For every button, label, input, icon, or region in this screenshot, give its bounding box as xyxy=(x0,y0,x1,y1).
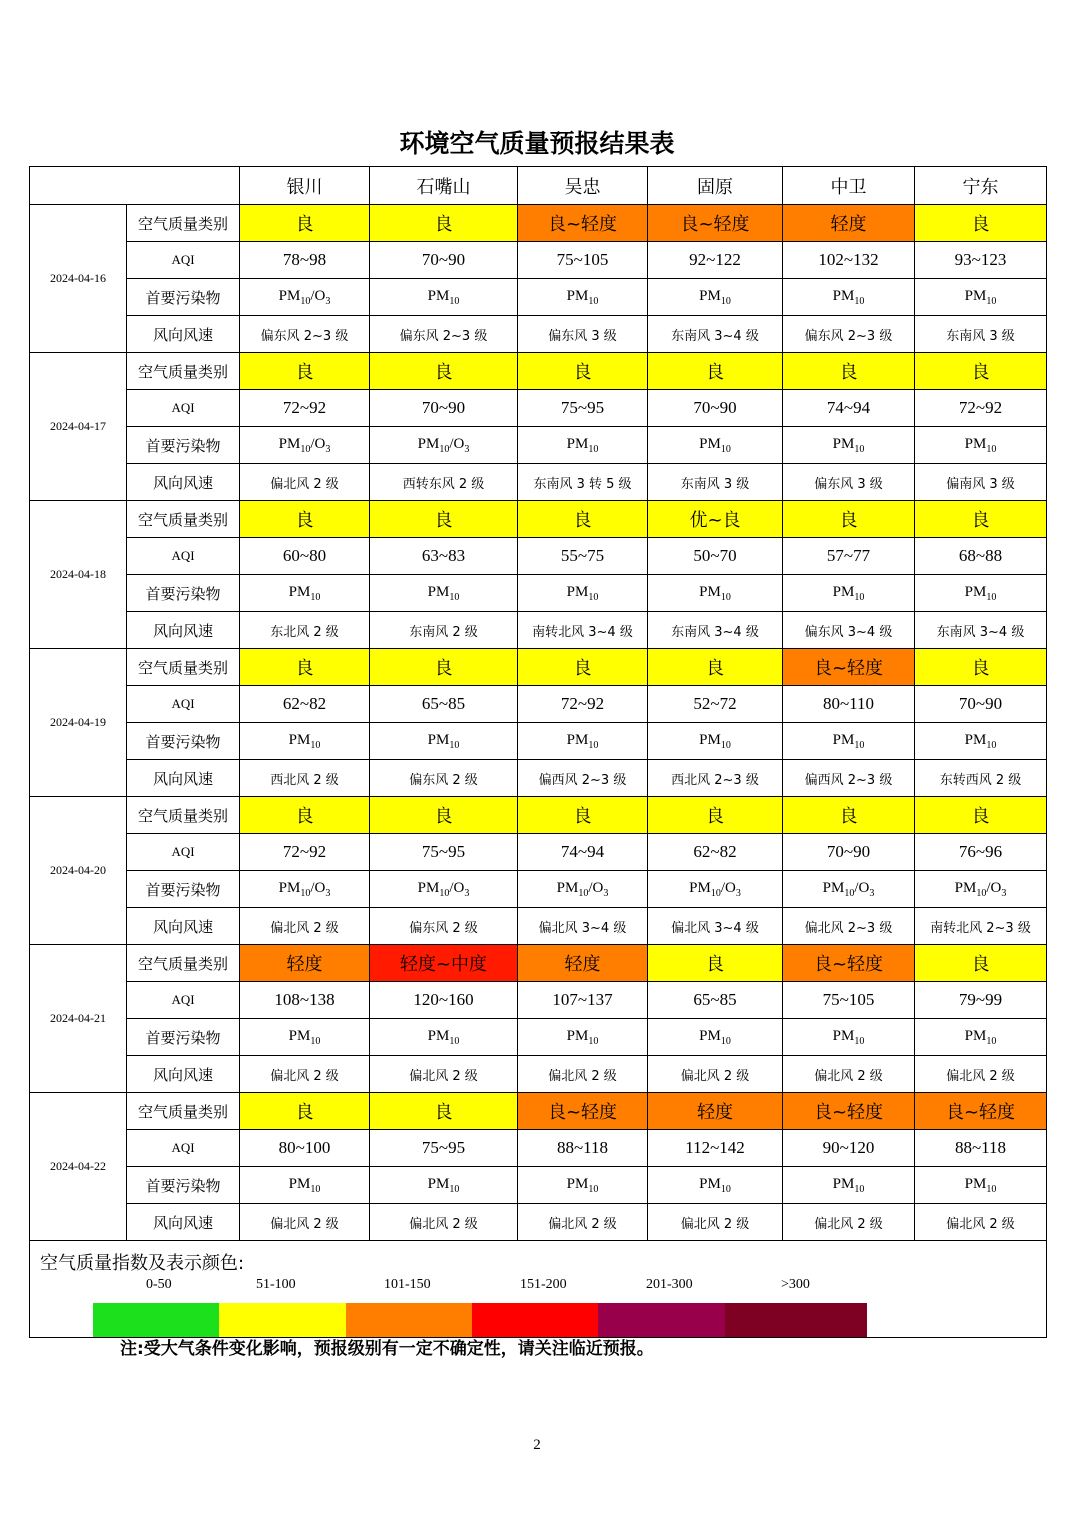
category-cell: 良 xyxy=(370,649,518,686)
aqi-cell: 72~92 xyxy=(518,686,648,723)
pollutant-cell: $PM_{10}$ xyxy=(915,575,1047,612)
row-label-category: 空气质量类别 xyxy=(127,353,240,390)
legend-swatch xyxy=(93,1303,219,1338)
pollutant-cell: $PM_{10}$ xyxy=(370,279,518,316)
row-label-wind: 风向风速 xyxy=(127,908,240,945)
legend-swatch xyxy=(346,1303,472,1338)
category-cell: 轻度 xyxy=(648,1093,783,1130)
row-label-wind: 风向风速 xyxy=(127,612,240,649)
category-cell: 良 xyxy=(240,1093,370,1130)
wind-cell: 东南风 3~4 级 xyxy=(915,612,1047,649)
row-label-pollutant: 首要污染物 xyxy=(127,1019,240,1056)
aqi-cell: 57~77 xyxy=(783,538,915,575)
pollutant-cell: $PM_{10}/O_3$ xyxy=(370,871,518,908)
category-cell: 良 xyxy=(648,797,783,834)
pollutant-cell: $PM_{10}$ xyxy=(370,723,518,760)
wind-cell: 西北风 2~3 级 xyxy=(648,760,783,797)
wind-cell: 西北风 2 级 xyxy=(240,760,370,797)
wind-cell: 南转北风 2~3 级 xyxy=(915,908,1047,945)
category-cell: 良~轻度 xyxy=(783,649,915,686)
aqi-cell: 55~75 xyxy=(518,538,648,575)
category-cell: 良 xyxy=(648,353,783,390)
row-label-category: 空气质量类别 xyxy=(127,945,240,982)
category-cell: 良 xyxy=(915,501,1047,538)
legend-title: 空气质量指数及表示颜色: xyxy=(40,1253,245,1274)
category-cell: 良 xyxy=(783,797,915,834)
pollutant-cell: $PM_{10}$ xyxy=(648,1019,783,1056)
category-cell: 良~轻度 xyxy=(783,945,915,982)
aqi-cell: 90~120 xyxy=(783,1130,915,1167)
pollutant-cell: $PM_{10}$ xyxy=(240,723,370,760)
pollutant-cell: $PM_{10}$ xyxy=(915,1167,1047,1204)
day-category-row xyxy=(30,353,1047,390)
pollutant-cell: $PM_{10}$ xyxy=(648,723,783,760)
category-cell: 良 xyxy=(915,205,1047,242)
day-wind-row xyxy=(30,612,1047,649)
category-cell: 良 xyxy=(915,649,1047,686)
aqi-cell: 68~88 xyxy=(915,538,1047,575)
aqi-cell: 92~122 xyxy=(648,242,783,279)
legend-swatch xyxy=(472,1303,598,1338)
page-number: 2 xyxy=(533,1437,541,1453)
aqi-cell: 60~80 xyxy=(240,538,370,575)
wind-cell: 偏北风 3~4 级 xyxy=(648,908,783,945)
aqi-cell: 93~123 xyxy=(915,242,1047,279)
wind-cell: 偏东风 2 级 xyxy=(370,760,518,797)
aqi-cell: 120~160 xyxy=(370,982,518,1019)
aqi-cell: 70~90 xyxy=(648,390,783,427)
pollutant-cell: $PM_{10}$ xyxy=(648,1167,783,1204)
header-corner xyxy=(30,167,240,205)
legend-range: >300 xyxy=(781,1277,810,1292)
row-label-wind: 风向风速 xyxy=(127,464,240,501)
wind-cell: 偏北风 2 级 xyxy=(648,1056,783,1093)
wind-cell: 偏北风 2 级 xyxy=(518,1056,648,1093)
legend-range: 0-50 xyxy=(146,1277,172,1292)
row-label-aqi: AQI xyxy=(127,538,240,575)
wind-cell: 偏北风 2 级 xyxy=(240,464,370,501)
wind-cell: 东南风 3~4 级 xyxy=(648,316,783,353)
day-category-row xyxy=(30,945,1047,982)
category-cell: 良 xyxy=(518,353,648,390)
date-cell: 2024-04-17 xyxy=(30,353,127,501)
category-cell: 良 xyxy=(915,353,1047,390)
category-cell: 良 xyxy=(915,945,1047,982)
day-wind-row xyxy=(30,760,1047,797)
pollutant-cell: $PM_{10}$ xyxy=(518,279,648,316)
aqi-cell: 112~142 xyxy=(648,1130,783,1167)
legend xyxy=(30,1241,1047,1338)
category-cell: 良 xyxy=(518,797,648,834)
row-label-pollutant: 首要污染物 xyxy=(127,279,240,316)
aqi-cell: 72~92 xyxy=(915,390,1047,427)
pollutant-cell: $PM_{10}$ xyxy=(915,723,1047,760)
day-aqi-row xyxy=(30,834,1047,871)
category-cell: 良~轻度 xyxy=(915,1093,1047,1130)
date-cell: 2024-04-21 xyxy=(30,945,127,1093)
category-cell: 良 xyxy=(518,501,648,538)
aqi-cell: 107~137 xyxy=(518,982,648,1019)
category-cell: 良 xyxy=(370,501,518,538)
wind-cell: 偏北风 2 级 xyxy=(370,1204,518,1241)
page-title: 环境空气质量预报结果表 xyxy=(399,129,675,158)
pollutant-cell: $PM_{10}$ xyxy=(648,279,783,316)
date-cell: 2024-04-16 xyxy=(30,205,127,353)
row-label-aqi: AQI xyxy=(127,686,240,723)
day-wind-row xyxy=(30,316,1047,353)
date-cell: 2024-04-18 xyxy=(30,501,127,649)
category-cell: 良 xyxy=(648,649,783,686)
category-cell: 良~轻度 xyxy=(518,205,648,242)
aqi-cell: 80~100 xyxy=(240,1130,370,1167)
aqi-cell: 75~95 xyxy=(370,834,518,871)
pollutant-cell: $PM_{10}$ xyxy=(915,1019,1047,1056)
pollutant-cell: $PM_{10}$ xyxy=(518,575,648,612)
wind-cell: 偏北风 2 级 xyxy=(240,1056,370,1093)
row-label-pollutant: 首要污染物 xyxy=(127,1167,240,1204)
date-cell: 2024-04-20 xyxy=(30,797,127,945)
pollutant-cell: $PM_{10}/O_3$ xyxy=(648,871,783,908)
pollutant-cell: $PM_{10}/O_3$ xyxy=(240,279,370,316)
category-cell: 优~良 xyxy=(648,501,783,538)
date-cell: 2024-04-19 xyxy=(30,649,127,797)
pollutant-cell: $PM_{10}$ xyxy=(370,1019,518,1056)
aqi-cell: 70~90 xyxy=(915,686,1047,723)
pollutant-cell: $PM_{10}$ xyxy=(370,1167,518,1204)
aqi-cell: 75~95 xyxy=(370,1130,518,1167)
day-category-row xyxy=(30,501,1047,538)
day-pollutant-row xyxy=(30,723,1047,760)
category-cell: 良 xyxy=(240,205,370,242)
pollutant-cell: $PM_{10}$ xyxy=(518,723,648,760)
aqi-cell: 50~70 xyxy=(648,538,783,575)
category-cell: 良 xyxy=(240,353,370,390)
wind-cell: 偏东风 3~4 级 xyxy=(783,612,915,649)
day-wind-row xyxy=(30,908,1047,945)
day-pollutant-row xyxy=(30,1167,1047,1204)
wind-cell: 西转东风 2 级 xyxy=(370,464,518,501)
pollutant-cell: $PM_{10}$ xyxy=(240,1167,370,1204)
row-label-pollutant: 首要污染物 xyxy=(127,575,240,612)
wind-cell: 东北风 2 级 xyxy=(240,612,370,649)
aqi-cell: 70~90 xyxy=(783,834,915,871)
row-label-wind: 风向风速 xyxy=(127,1204,240,1241)
row-label-aqi: AQI xyxy=(127,242,240,279)
day-pollutant-row xyxy=(30,871,1047,908)
aqi-cell: 65~85 xyxy=(370,686,518,723)
pollutant-cell: $PM_{10}$ xyxy=(648,575,783,612)
wind-cell: 偏北风 2 级 xyxy=(370,1056,518,1093)
wind-cell: 偏西风 2~3 级 xyxy=(783,760,915,797)
category-cell: 良 xyxy=(240,797,370,834)
row-label-wind: 风向风速 xyxy=(127,1056,240,1093)
aqi-cell: 75~105 xyxy=(783,982,915,1019)
pollutant-cell: $PM_{10}$ xyxy=(915,279,1047,316)
category-cell: 良 xyxy=(370,205,518,242)
aqi-cell: 52~72 xyxy=(648,686,783,723)
category-cell: 轻度 xyxy=(783,205,915,242)
wind-cell: 偏北风 2 级 xyxy=(648,1204,783,1241)
wind-cell: 偏北风 2~3 级 xyxy=(783,908,915,945)
wind-cell: 东南风 3 级 xyxy=(648,464,783,501)
aqi-cell: 74~94 xyxy=(783,390,915,427)
row-label-wind: 风向风速 xyxy=(127,316,240,353)
category-cell: 轻度~中度 xyxy=(370,945,518,982)
row-label-category: 空气质量类别 xyxy=(127,797,240,834)
wind-cell: 偏东风 3 级 xyxy=(518,316,648,353)
aqi-cell: 102~132 xyxy=(783,242,915,279)
category-cell: 良 xyxy=(240,501,370,538)
aqi-cell: 108~138 xyxy=(240,982,370,1019)
aqi-cell: 63~83 xyxy=(370,538,518,575)
wind-cell: 偏北风 2 级 xyxy=(783,1204,915,1241)
row-label-category: 空气质量类别 xyxy=(127,205,240,242)
wind-cell: 东南风 3 转 5 级 xyxy=(518,464,648,501)
day-category-row xyxy=(30,205,1047,242)
wind-cell: 偏东风 2~3 级 xyxy=(783,316,915,353)
city-header: 宁东 xyxy=(915,167,1047,205)
row-label-pollutant: 首要污染物 xyxy=(127,723,240,760)
city-header: 吴忠 xyxy=(518,167,648,205)
category-cell: 良 xyxy=(240,649,370,686)
pollutant-cell: $PM_{10}$ xyxy=(783,1167,915,1204)
pollutant-cell: $PM_{10}$ xyxy=(648,427,783,464)
category-cell: 轻度 xyxy=(518,945,648,982)
aqi-cell: 78~98 xyxy=(240,242,370,279)
day-pollutant-row xyxy=(30,279,1047,316)
wind-cell: 偏北风 2 级 xyxy=(915,1056,1047,1093)
legend-swatch xyxy=(725,1303,867,1338)
category-cell: 良 xyxy=(783,501,915,538)
row-label-aqi: AQI xyxy=(127,1130,240,1167)
pollutant-cell: $PM_{10}$ xyxy=(518,1167,648,1204)
category-cell: 良~轻度 xyxy=(518,1093,648,1130)
legend-range: 51-100 xyxy=(256,1277,296,1292)
forecast-table xyxy=(29,166,1047,1338)
aqi-cell: 75~105 xyxy=(518,242,648,279)
day-aqi-row xyxy=(30,390,1047,427)
day-category-row xyxy=(30,1093,1047,1130)
day-wind-row xyxy=(30,1204,1047,1241)
day-aqi-row xyxy=(30,538,1047,575)
city-header: 银川 xyxy=(240,167,370,205)
wind-cell: 偏西风 2~3 级 xyxy=(518,760,648,797)
city-header: 固原 xyxy=(648,167,783,205)
city-header: 石嘴山 xyxy=(370,167,518,205)
legend-range: 101-150 xyxy=(384,1277,431,1292)
wind-cell: 偏北风 2 级 xyxy=(915,1204,1047,1241)
pollutant-cell: $PM_{10}/O_3$ xyxy=(240,871,370,908)
city-header: 中卫 xyxy=(783,167,915,205)
day-pollutant-row xyxy=(30,427,1047,464)
wind-cell: 东南风 3 级 xyxy=(915,316,1047,353)
row-label-pollutant: 首要污染物 xyxy=(127,427,240,464)
wind-cell: 东南风 2 级 xyxy=(370,612,518,649)
wind-cell: 东南风 3~4 级 xyxy=(648,612,783,649)
pollutant-cell: $PM_{10}$ xyxy=(915,427,1047,464)
aqi-cell: 88~118 xyxy=(915,1130,1047,1167)
pollutant-cell: $PM_{10}$ xyxy=(783,279,915,316)
wind-cell: 偏北风 2 级 xyxy=(240,1204,370,1241)
day-wind-row xyxy=(30,1056,1047,1093)
pollutant-cell: $PM_{10}/O_3$ xyxy=(915,871,1047,908)
aqi-cell: 72~92 xyxy=(240,834,370,871)
aqi-cell: 80~110 xyxy=(783,686,915,723)
pollutant-cell: $PM_{10}$ xyxy=(783,1019,915,1056)
category-cell: 轻度 xyxy=(240,945,370,982)
legend-range: 151-200 xyxy=(520,1277,567,1292)
day-aqi-row xyxy=(30,1130,1047,1167)
aqi-cell: 88~118 xyxy=(518,1130,648,1167)
wind-cell: 偏东风 2~3 级 xyxy=(240,316,370,353)
row-label-category: 空气质量类别 xyxy=(127,501,240,538)
legend-swatch xyxy=(219,1303,346,1338)
date-cell: 2024-04-22 xyxy=(30,1093,127,1241)
day-category-row xyxy=(30,649,1047,686)
row-label-aqi: AQI xyxy=(127,390,240,427)
day-aqi-row xyxy=(30,982,1047,1019)
forecast-note: 注:受大气条件变化影响，预报级别有一定不确定性，请关注临近预报。 xyxy=(120,1339,654,1359)
pollutant-cell: $PM_{10}$ xyxy=(518,1019,648,1056)
pollutant-cell: $PM_{10}/O_3$ xyxy=(518,871,648,908)
pollutant-cell: $PM_{10}$ xyxy=(783,427,915,464)
row-label-aqi: AQI xyxy=(127,982,240,1019)
legend-range: 201-300 xyxy=(646,1277,693,1292)
day-pollutant-row xyxy=(30,1019,1047,1056)
wind-cell: 东转西风 2 级 xyxy=(915,760,1047,797)
category-cell: 良 xyxy=(783,353,915,390)
aqi-cell: 62~82 xyxy=(648,834,783,871)
pollutant-cell: $PM_{10}$ xyxy=(783,575,915,612)
aqi-cell: 62~82 xyxy=(240,686,370,723)
aqi-cell: 70~90 xyxy=(370,390,518,427)
day-pollutant-row xyxy=(30,575,1047,612)
category-cell: 良 xyxy=(518,649,648,686)
legend-swatch xyxy=(598,1303,725,1338)
pollutant-cell: $PM_{10}/O_3$ xyxy=(783,871,915,908)
category-cell: 良 xyxy=(648,945,783,982)
wind-cell: 偏东风 2~3 级 xyxy=(370,316,518,353)
wind-cell: 偏南风 3 级 xyxy=(915,464,1047,501)
aqi-cell: 72~92 xyxy=(240,390,370,427)
wind-cell: 偏东风 3 级 xyxy=(783,464,915,501)
row-label-aqi: AQI xyxy=(127,834,240,871)
pollutant-cell: $PM_{10}/O_3$ xyxy=(240,427,370,464)
row-label-category: 空气质量类别 xyxy=(127,1093,240,1130)
category-cell: 良 xyxy=(915,797,1047,834)
day-aqi-row xyxy=(30,242,1047,279)
aqi-cell: 76~96 xyxy=(915,834,1047,871)
wind-cell: 偏东风 2 级 xyxy=(370,908,518,945)
wind-cell: 南转北风 3~4 级 xyxy=(518,612,648,649)
pollutant-cell: $PM_{10}$ xyxy=(240,575,370,612)
category-cell: 良~轻度 xyxy=(783,1093,915,1130)
row-label-category: 空气质量类别 xyxy=(127,649,240,686)
legend-row xyxy=(30,1241,1047,1338)
row-label-wind: 风向风速 xyxy=(127,760,240,797)
header-row xyxy=(30,167,1047,205)
wind-cell: 偏北风 2 级 xyxy=(783,1056,915,1093)
pollutant-cell: $PM_{10}$ xyxy=(518,427,648,464)
aqi-cell: 70~90 xyxy=(370,242,518,279)
wind-cell: 偏北风 2 级 xyxy=(240,908,370,945)
aqi-cell: 74~94 xyxy=(518,834,648,871)
aqi-cell: 79~99 xyxy=(915,982,1047,1019)
aqi-cell: 65~85 xyxy=(648,982,783,1019)
pollutant-cell: $PM_{10}$ xyxy=(240,1019,370,1056)
category-cell: 良 xyxy=(370,353,518,390)
category-cell: 良~轻度 xyxy=(648,205,783,242)
day-category-row xyxy=(30,797,1047,834)
pollutant-cell: $PM_{10}$ xyxy=(783,723,915,760)
day-wind-row xyxy=(30,464,1047,501)
wind-cell: 偏北风 2 级 xyxy=(518,1204,648,1241)
pollutant-cell: $PM_{10}/O_3$ xyxy=(370,427,518,464)
aqi-cell: 75~95 xyxy=(518,390,648,427)
wind-cell: 偏北风 3~4 级 xyxy=(518,908,648,945)
category-cell: 良 xyxy=(370,1093,518,1130)
row-label-pollutant: 首要污染物 xyxy=(127,871,240,908)
day-aqi-row xyxy=(30,686,1047,723)
category-cell: 良 xyxy=(370,797,518,834)
pollutant-cell: $PM_{10}$ xyxy=(370,575,518,612)
